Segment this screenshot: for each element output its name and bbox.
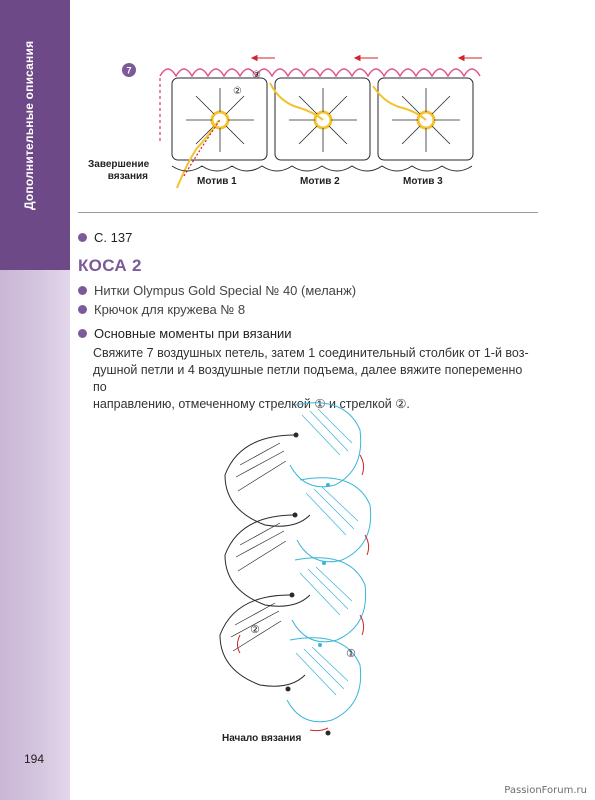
page-number: 194 <box>24 752 45 766</box>
material-item: Крючок для кружева № 8 <box>78 302 245 317</box>
instructions: Свяжите 7 воздушных петель, затем 1 соединительный столбик от 1-й воз- душной петли и 4 воздушные петли подъема, далее вяжите попеременно по направлению, отмеченному стрелкой ① и стрелкой ②. <box>93 346 529 411</box>
bullet-icon <box>78 305 87 314</box>
section-divider <box>78 212 538 213</box>
black-segments <box>220 435 310 686</box>
article-title: КОСА 2 <box>78 256 142 275</box>
finish-label: Завершение вязания <box>88 159 150 182</box>
step-marker-text: 7 <box>126 65 132 76</box>
motif-label-2: Мотив 2 <box>300 176 340 187</box>
section-heading: Основные моменты при вязании <box>78 326 292 341</box>
bottom-scallops <box>172 166 472 171</box>
motif-label-3: Мотив 3 <box>403 176 443 187</box>
motif-1 <box>172 78 267 188</box>
direction-arrows <box>252 56 482 61</box>
bullet-icon <box>78 329 87 338</box>
circle-number-2: ② <box>233 86 242 97</box>
bullet-icon <box>78 233 87 242</box>
motif-label-1: Мотив 1 <box>197 176 237 187</box>
start-label: Начало вязания <box>222 733 302 744</box>
motif-chart-svg <box>100 48 540 193</box>
sidebar <box>0 0 70 800</box>
material-item: Нитки Olympus Gold Special № 40 (меланж) <box>78 283 356 298</box>
red-arrows <box>238 455 369 731</box>
bullet-icon <box>78 286 87 295</box>
circle-number-3: ③ <box>252 70 261 81</box>
motif-chart <box>88 48 540 198</box>
motif-2 <box>270 78 370 160</box>
braid-chart <box>200 395 420 750</box>
motif-3 <box>373 78 473 160</box>
pink-edge-top <box>160 69 480 76</box>
blue-segments <box>287 403 371 722</box>
sidebar-section-title: Дополнительные описания <box>22 40 36 210</box>
marker-2: ② <box>250 623 260 636</box>
sidebar-tab <box>0 0 70 270</box>
marker-1: ① <box>346 647 356 660</box>
braid-chart-svg <box>200 395 420 745</box>
watermark: PassionForum.ru <box>504 785 587 796</box>
page-reference: С. 137 <box>78 230 132 245</box>
